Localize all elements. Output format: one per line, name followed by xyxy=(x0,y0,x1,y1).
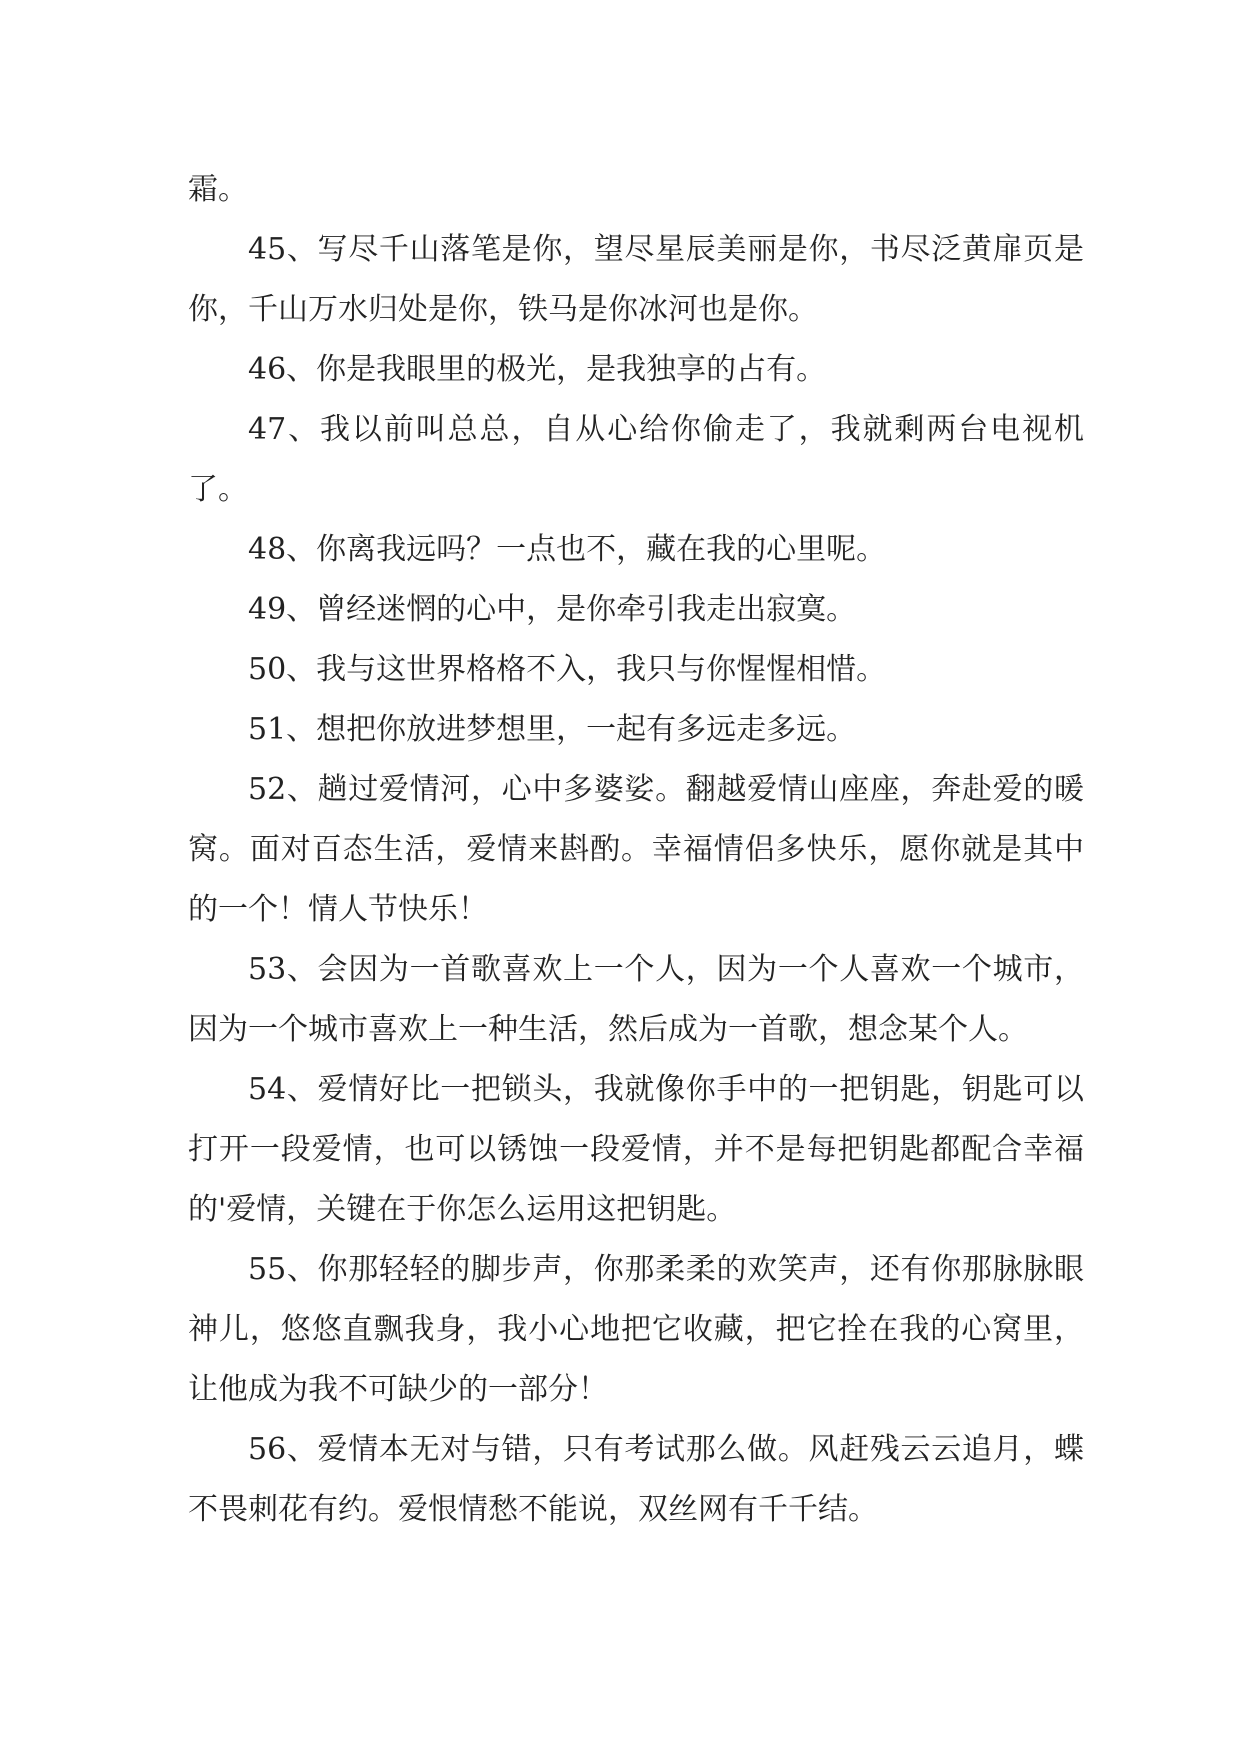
paragraph-53: 53、会因为一首歌喜欢上一个人，因为一个人喜欢一个城市，因为一个城市喜欢上一种生活，然后成为一首歌，想念某个人。 xyxy=(188,952,1084,1047)
document-body xyxy=(188,160,1084,1540)
paragraph-49: 49、曾经迷惘的心中，是你牵引我走出寂寞。 xyxy=(248,592,857,627)
paragraph-52: 52、趟过爱情河，心中多婆娑。翻越爱情山座座，奔赴爱的暖窝。面对百态生活，爱情来斟酌。幸福情侣多快乐，愿你就是其中的一个！情人节快乐！ xyxy=(188,772,1084,927)
paragraph-46: 46、你是我眼里的极光，是我独享的占有。 xyxy=(248,352,827,387)
paragraph-55: 55、你那轻轻的脚步声，你那柔柔的欢笑声，还有你那脉脉眼神儿，悠悠直飘我身，我小心地把它收藏，把它拴在我的心窝里，让他成为我不可缺少的一部分！ xyxy=(188,1252,1084,1407)
paragraph-56: 56、爱情本无对与错，只有考试那么做。风赶残云云追月，蝶不畏刺花有约。爱恨情愁不能说，双丝网有千千结。 xyxy=(188,1432,1084,1527)
paragraph-48: 48、你离我远吗？一点也不，藏在我的心里呢。 xyxy=(248,532,887,567)
paragraph-continued: 霜。 xyxy=(188,172,248,207)
paragraph-54: 54、爱情好比一把锁头，我就像你手中的一把钥匙，钥匙可以打开一段爱情，也可以锈蚀一段爱情，并不是每把钥匙都配合幸福的'爱情，关键在于你怎么运用这把钥匙。 xyxy=(188,1072,1084,1227)
paragraph-45: 45、写尽千山落笔是你，望尽星辰美丽是你，书尽泛黄扉页是你，千山万水归处是你，铁马是你冰河也是你。 xyxy=(188,232,1084,327)
paragraph-50: 50、我与这世界格格不入，我只与你惺惺相惜。 xyxy=(248,652,887,687)
paragraph-47: 47、我以前叫总总，自从心给你偷走了，我就剩两台电视机了。 xyxy=(188,412,1084,507)
paragraph-51: 51、想把你放进梦想里，一起有多远走多远。 xyxy=(248,712,857,747)
